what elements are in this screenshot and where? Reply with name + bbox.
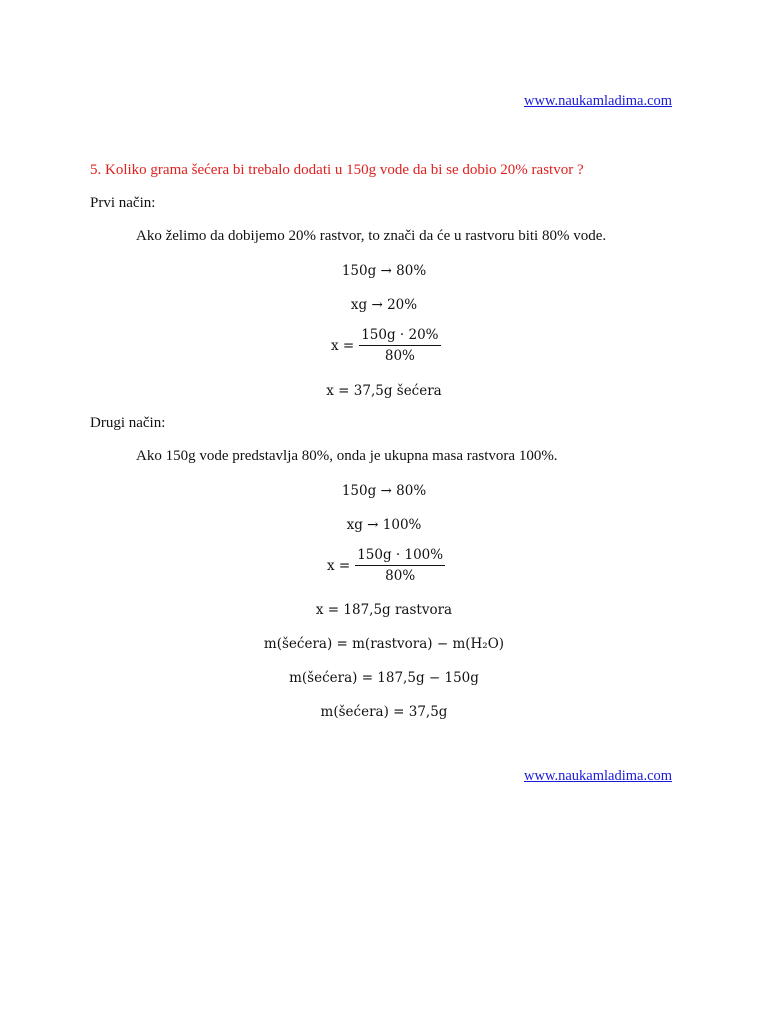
method1-equation-1: 150g → 80%: [341, 263, 427, 279]
method2-mass-substitution: m(šećera) = 187,5g − 150g: [289, 670, 479, 686]
method1-result: x = 37,5g šećera: [326, 383, 442, 399]
header-website-link[interactable]: www.naukamladima.com: [524, 93, 673, 109]
method1-equation-2: xg → 20%: [350, 297, 418, 313]
method1-fraction-lhs: x =: [331, 337, 355, 354]
method2-fraction-denominator: 80%: [385, 568, 416, 584]
method2-fraction-numerator: 150g · 100%: [355, 547, 445, 566]
method1-title: Prvi način:: [90, 195, 156, 211]
method2-mass-formula: m(šećera) = m(rastvora) − m(H₂O): [263, 636, 505, 652]
method1-intro: Ako želimo da dobijemo 20% rastvor, to znači da će u rastvoru biti 80% vode.: [136, 228, 607, 244]
method2-fraction-lhs: x =: [327, 557, 351, 574]
method1-fraction-denominator: 80%: [384, 348, 415, 364]
method1-fraction-equation: [331, 327, 441, 364]
method2-mass-result: m(šećera) = 37,5g: [320, 704, 448, 720]
question-text: 5. Koliko grama šećera bi trebalo dodati u 150g vode da bi se dobio 20% rastvor ?: [90, 162, 584, 178]
method2-equation-2: xg → 100%: [346, 517, 422, 533]
method2-fraction: [355, 547, 445, 584]
method2-fraction-equation: [327, 547, 445, 584]
method2-result: x = 187,5g rastvora: [315, 602, 453, 618]
method1-fraction-numerator: 150g · 20%: [359, 327, 440, 346]
footer-website-link[interactable]: www.naukamladima.com: [524, 768, 673, 784]
method2-intro: Ako 150g vode predstavlja 80%, onda je ukupna masa rastvora 100%.: [136, 448, 558, 464]
method1-fraction: [359, 327, 440, 364]
method2-title: Drugi način:: [90, 415, 166, 431]
method2-equation-1: 150g → 80%: [341, 483, 427, 499]
